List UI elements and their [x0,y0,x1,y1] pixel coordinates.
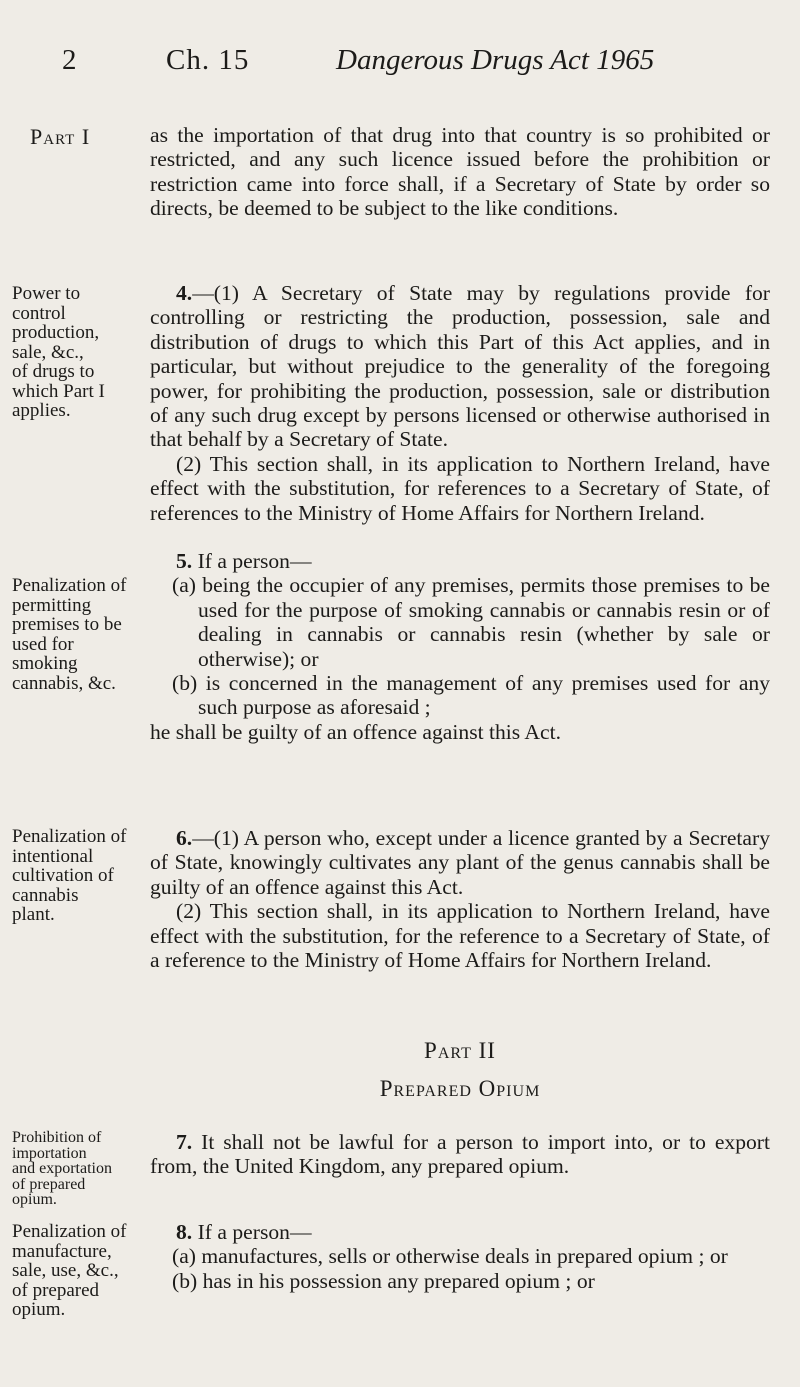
section-text: If a person— [197,1220,312,1244]
paragraph-text: as the importation of that drug into that country is so prohibited or restricted, and any such licence issued before the prohibition or restriction came into force shall, if a Secretary of State by order so directs, be deemed to be subject to the like conditions. [150,123,770,221]
margin-note-line: control [12,302,66,324]
section-number: 5. [176,549,193,573]
continuation-paragraph [150,123,770,221]
section-4 [150,281,770,525]
margin-note-line: Penalization of [12,826,127,847]
part-ii-heading [150,1038,770,1102]
margin-note-line: which Part I [12,380,105,402]
section-7-text [150,1130,770,1179]
section-5-b: (b) is concerned in the management of any premises used for any such purpose as aforesaid ; [172,671,770,720]
section-text: —(1) A person who, except under a licence granted by a Secretary of State, knowingly cultivates any plant of the genus cannabis shall be guilty of an offence against this Act. [150,826,770,899]
section-8-b: (b) has in his possession any prepared opium ; or [172,1268,595,1293]
section-number: 6. [176,826,193,850]
margin-note-line: smoking [12,653,78,674]
margin-note-line: opium. [12,1191,57,1208]
section-5-a: (a) being the occupier of any premises, permits those premises to be used for the purpose of smoking cannabis or cannabis resin or of dealing in cannabis or cannabis resin (whether by sale or otherwise); or [172,573,770,671]
margin-note-line: used for [12,633,74,655]
section-text: It shall not be lawful for a person to import into, or to export from, the United Kingdom, any prepared opium. [150,1130,770,1179]
margin-note-line: sale, use, &c., [12,1260,119,1281]
running-header [0,44,800,84]
margin-note-line: of prepared [12,1279,100,1301]
section-4-2: (2) This section shall, in its application to Northern Ireland, have effect with the substitution, for references to a Secretary of State, of references to the Ministry of Home Affairs for Northern Ireland. [150,451,770,525]
margin-note-line: plant. [12,904,55,925]
section-8 [150,1220,770,1293]
chapter-label: Ch. 15 [166,44,250,76]
margin-note-line: sale, &c., [12,341,84,363]
section-7 [150,1130,770,1179]
part-ii-title: Prepared Opium [379,1076,541,1101]
part-i-label: Part I [30,124,91,149]
margin-note-s8 [0,1222,150,1320]
section-8-intro [150,1220,770,1244]
margin-note-line: Power to [12,283,81,304]
margin-note-line: cultivation of [12,865,114,886]
margin-note-line: manufacture, [12,1240,112,1262]
margin-note-s6 [0,827,150,925]
margin-note-line: Penalization of [12,575,127,596]
margin-note-line: and exportation [12,1160,112,1177]
margin-note-s5 [0,576,150,693]
margin-note-line: premises to be [12,614,122,635]
section-6-2: (2) This section shall, in its application to Northern Ireland, have effect with the substitution, for the reference to a Secretary of State, of a reference to the Ministry of Home Affairs for Northern Ireland. [150,899,770,973]
page-number: 2 [62,44,77,76]
section-text: If a person— [197,549,312,573]
margin-note-line: Prohibition of [12,1129,102,1146]
margin-note-line: applies. [12,400,71,421]
margin-note-line: of prepared [12,1175,86,1193]
part-label-margin [0,124,150,149]
margin-note-line: cannabis, &c. [12,672,116,694]
margin-note-line: of drugs to [12,361,95,382]
section-number: 4. [176,281,193,305]
margin-note-line: production, [12,322,100,343]
section-5 [150,549,770,744]
section-number: 8. [176,1220,193,1244]
margin-note-line: Penalization of [12,1221,127,1242]
margin-note-line: permitting [12,594,92,616]
section-5-intro [150,549,770,573]
section-6 [150,826,770,972]
section-number: 7. [176,1130,193,1154]
margin-note-line: cannabis [12,884,79,906]
section-text: —(1) A Secretary of State may by regulations provide for controlling or restricting the production, possession, sale and distribution of drugs to which this Part of this Act applies, and in particular, but without prejudice to the generality of the foregoing power, for prohibiting the production, possession, sale or distribution of any such drug except by persons licensed or otherwise authorised in that behalf by a Secretary of State. [150,281,770,452]
margin-note-s4 [0,284,150,421]
part-ii-label: Part II [424,1038,496,1063]
section-4-1 [150,281,770,452]
margin-note-line: opium. [12,1299,66,1320]
margin-note-s7 [0,1130,150,1208]
margin-note-line: importation [12,1144,87,1162]
section-6-1 [150,826,770,899]
act-title: Dangerous Drugs Act 1965 [336,44,655,76]
margin-note-line: intentional [12,845,94,867]
section-8-a: (a) manufactures, sells or otherwise deals in prepared opium ; or [172,1244,728,1269]
section-5-close: he shall be guilty of an offence against this Act. [150,719,561,744]
